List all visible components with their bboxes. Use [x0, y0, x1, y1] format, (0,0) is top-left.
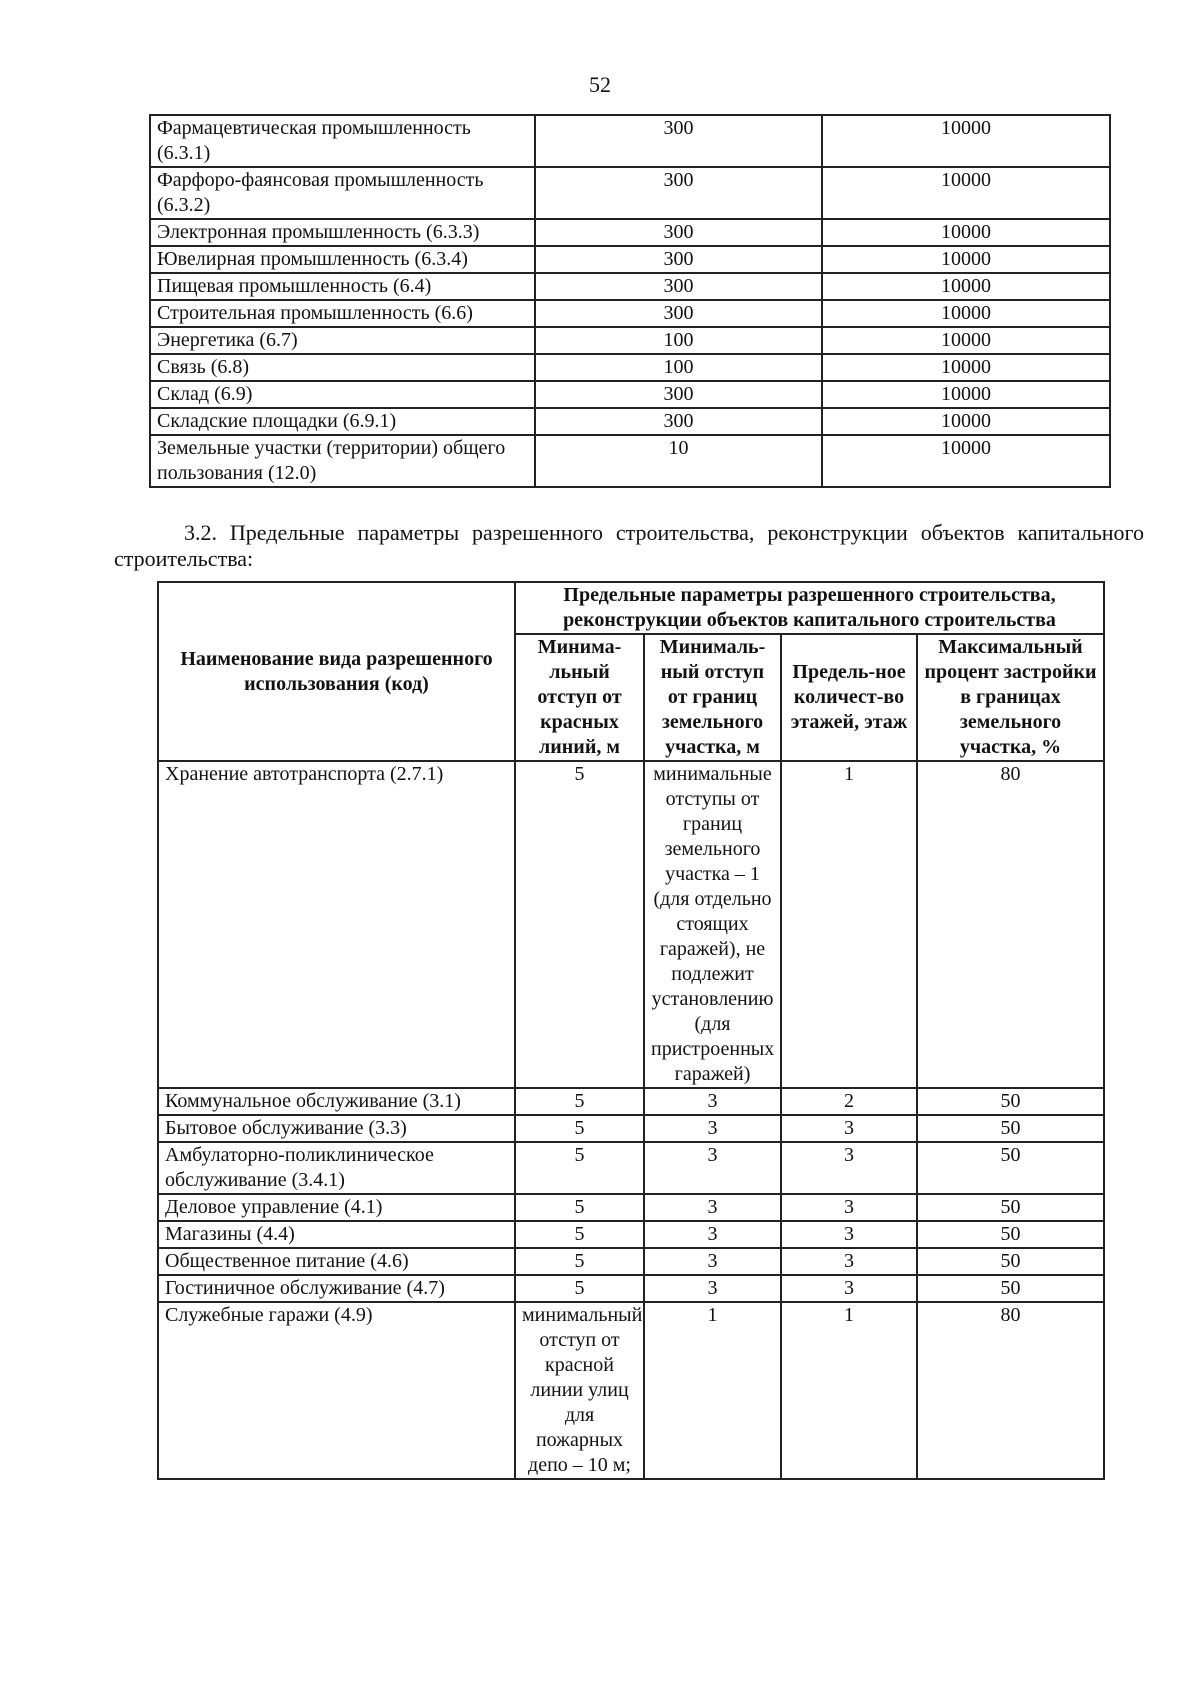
row-min-border: 3 [644, 1088, 781, 1115]
row-min-border: минимальные отступы от границ земельного участка – 1 (для отдельно стоящих гаражей), не подлежит установлению (для пристроенных гаражей) [644, 761, 781, 1088]
row-floors: 3 [781, 1194, 917, 1221]
header-min-border: Минималь-ный отступ от границ земельного участка, м [644, 634, 781, 761]
row-name: Служебные гаражи (4.9) [158, 1302, 515, 1479]
table-row [158, 1115, 1104, 1142]
row-value-1: 300 [535, 381, 822, 408]
header-parameters-group: Предельные параметры разрешенного строительства, реконструкции объектов капитального строительства [515, 582, 1104, 634]
row-value-1: 300 [535, 219, 822, 246]
row-name: Строительная промышленность (6.6) [150, 300, 535, 327]
row-floors: 1 [781, 761, 917, 1088]
row-percent: 50 [917, 1248, 1104, 1275]
row-floors: 3 [781, 1275, 917, 1302]
row-floors: 1 [781, 1302, 917, 1479]
row-min-red: 5 [515, 1088, 644, 1115]
row-value-1: 10 [535, 435, 822, 487]
table-row [150, 246, 1110, 273]
row-name: Земельные участки (территории) общего пользования (12.0) [150, 435, 535, 487]
table-row [158, 1248, 1104, 1275]
row-value-2: 10000 [822, 300, 1110, 327]
row-value-1: 300 [535, 273, 822, 300]
table-row [150, 273, 1110, 300]
row-min-border: 3 [644, 1275, 781, 1302]
row-value-1: 300 [535, 246, 822, 273]
table-row [158, 761, 1104, 1088]
row-name: Хранение автотранспорта (2.7.1) [158, 761, 515, 1088]
row-value-2: 10000 [822, 381, 1110, 408]
row-min-red: 5 [515, 1248, 644, 1275]
header-row [158, 582, 1104, 634]
row-value-2: 10000 [822, 115, 1110, 167]
row-name: Магазины (4.4) [158, 1221, 515, 1248]
row-floors: 3 [781, 1142, 917, 1194]
row-value-2: 10000 [822, 273, 1110, 300]
row-floors: 2 [781, 1088, 917, 1115]
row-name: Фарфоро-фаянсовая промышленность (6.3.2) [150, 167, 535, 219]
row-name: Амбулаторно-поликлиническое обслуживание (3.4.1) [158, 1142, 515, 1194]
row-min-red: 5 [515, 761, 644, 1088]
row-percent: 80 [917, 1302, 1104, 1479]
row-value-1: 100 [535, 354, 822, 381]
header-min-red-lines: Минима-льный отступ от красных линий, м [515, 634, 644, 761]
header-max-floors: Предель-ное количест-во этажей, этаж [781, 634, 917, 761]
table-row [150, 219, 1110, 246]
row-percent: 50 [917, 1088, 1104, 1115]
table-row [158, 1221, 1104, 1248]
table-row [150, 300, 1110, 327]
row-min-border: 3 [644, 1248, 781, 1275]
table-row [150, 408, 1110, 435]
industry-distance-table [149, 114, 1111, 488]
row-min-border: 3 [644, 1221, 781, 1248]
row-name: Пищевая промышленность (6.4) [150, 273, 535, 300]
row-percent: 50 [917, 1194, 1104, 1221]
row-percent: 80 [917, 761, 1104, 1088]
row-min-border: 3 [644, 1194, 781, 1221]
row-value-1: 300 [535, 300, 822, 327]
table-row [158, 1275, 1104, 1302]
row-name: Связь (6.8) [150, 354, 535, 381]
row-floors: 3 [781, 1248, 917, 1275]
row-name: Гостиничное обслуживание (4.7) [158, 1275, 515, 1302]
row-min-red: минимальный отступ от красной линии улиц для пожарных депо – 10 м; [515, 1302, 644, 1479]
row-value-1: 300 [535, 408, 822, 435]
row-name: Электронная промышленность (6.3.3) [150, 219, 535, 246]
table-row [150, 115, 1110, 167]
construction-parameters-table [157, 581, 1105, 1480]
row-value-1: 300 [535, 167, 822, 219]
row-name: Фармацевтическая промышленность (6.3.1) [150, 115, 535, 167]
row-value-2: 10000 [822, 435, 1110, 487]
row-value-2: 10000 [822, 354, 1110, 381]
row-min-border: 1 [644, 1302, 781, 1479]
row-name: Бытовое обслуживание (3.3) [158, 1115, 515, 1142]
table-row [150, 381, 1110, 408]
table-row [158, 1194, 1104, 1221]
header-max-percent: Максимальный процент застройки в границах земельного участка, % [917, 634, 1104, 761]
row-name: Деловое управление (4.1) [158, 1194, 515, 1221]
row-value-2: 10000 [822, 246, 1110, 273]
row-name: Общественное питание (4.6) [158, 1248, 515, 1275]
table-row [158, 1088, 1104, 1115]
row-value-1: 300 [535, 115, 822, 167]
row-min-red: 5 [515, 1275, 644, 1302]
header-use-name: Наименование вида разрешенного использования (код) [158, 582, 515, 761]
row-floors: 3 [781, 1115, 917, 1142]
row-name: Складские площадки (6.9.1) [150, 408, 535, 435]
row-percent: 50 [917, 1275, 1104, 1302]
row-value-2: 10000 [822, 408, 1110, 435]
row-min-border: 3 [644, 1142, 781, 1194]
row-value-1: 100 [535, 327, 822, 354]
row-percent: 50 [917, 1115, 1104, 1142]
page-number: 52 [589, 72, 611, 97]
table-row [150, 327, 1110, 354]
row-name: Склад (6.9) [150, 381, 535, 408]
row-name: Энергетика (6.7) [150, 327, 535, 354]
row-percent: 50 [917, 1221, 1104, 1248]
row-name: Коммунальное обслуживание (3.1) [158, 1088, 515, 1115]
row-name: Ювелирная промышленность (6.3.4) [150, 246, 535, 273]
table-row [158, 1302, 1104, 1479]
table-row [150, 167, 1110, 219]
row-min-border: 3 [644, 1115, 781, 1142]
row-min-red: 5 [515, 1221, 644, 1248]
row-min-red: 5 [515, 1194, 644, 1221]
section-paragraph: 3.2. Предельные параметры разрешенного строительства, реконструкции объектов капитального строительства: [114, 520, 1144, 571]
row-percent: 50 [917, 1142, 1104, 1194]
row-min-red: 5 [515, 1115, 644, 1142]
table-row [150, 435, 1110, 487]
table-row [158, 1142, 1104, 1194]
row-floors: 3 [781, 1221, 917, 1248]
row-value-2: 10000 [822, 167, 1110, 219]
row-value-2: 10000 [822, 219, 1110, 246]
row-value-2: 10000 [822, 327, 1110, 354]
table-row [150, 354, 1110, 381]
row-min-red: 5 [515, 1142, 644, 1194]
